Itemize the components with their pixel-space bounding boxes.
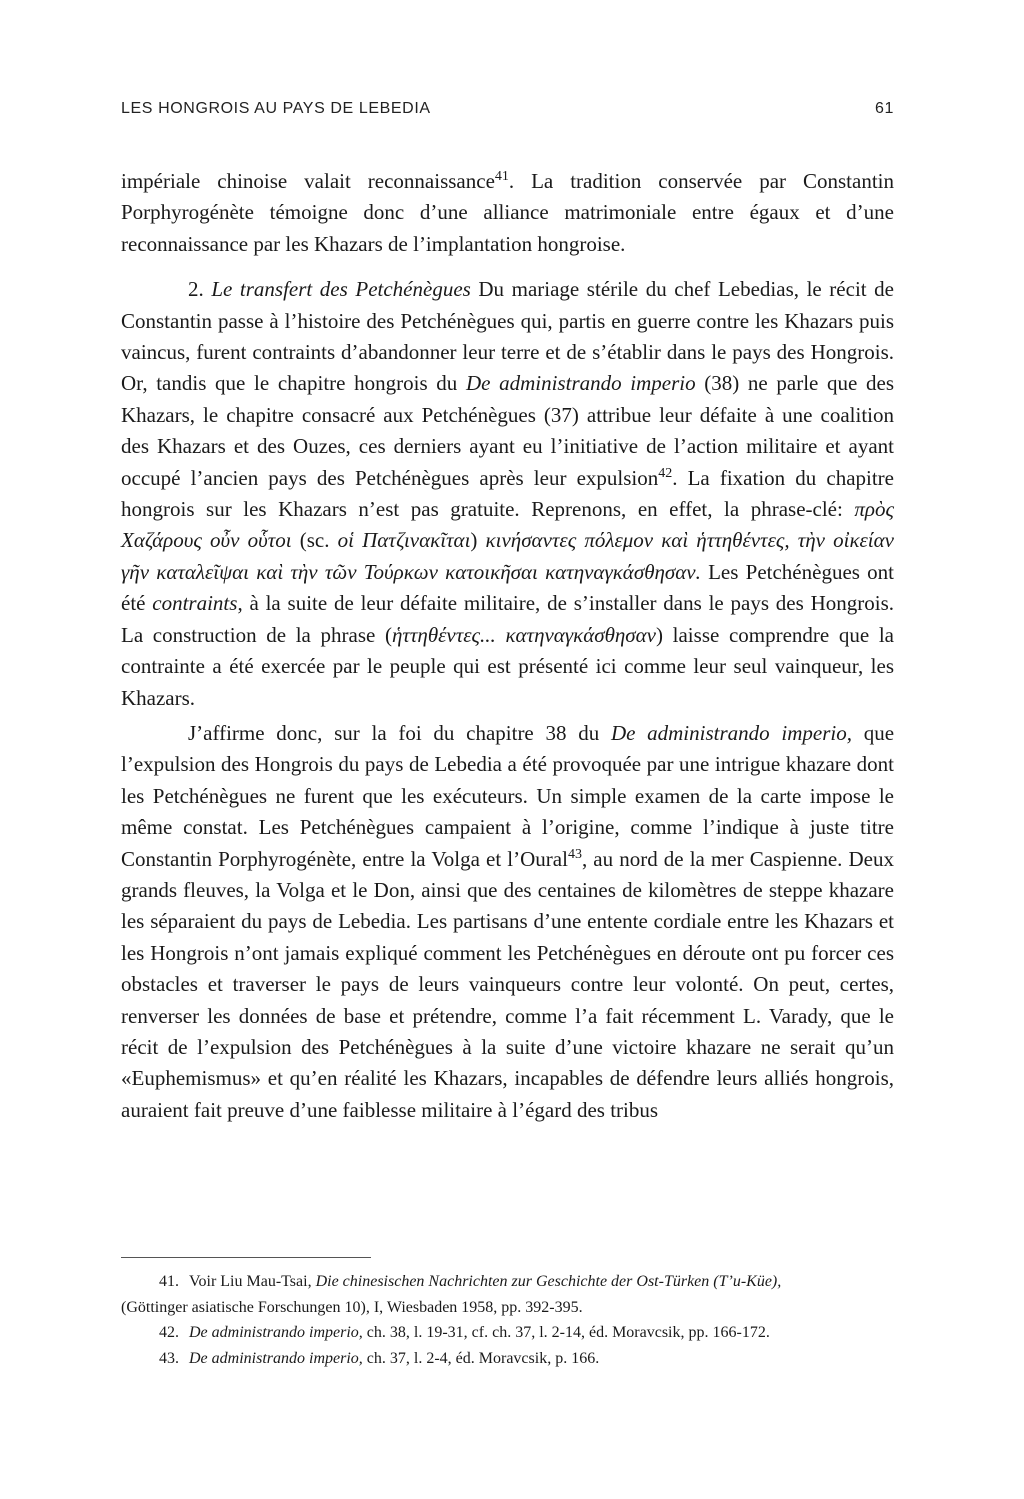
text-run: . La fixation du chapitre hongrois sur les Khazars n’est pas gratuite. Reprenons, en effet, la phrase-clé:: [121, 465, 895, 522]
footnote-number: 42.: [159, 1324, 179, 1341]
work-title: Die chinesischen Nachrichten zur Geschichte der Ost-Türken (T’u-Küe),: [315, 1273, 782, 1290]
paragraph-1: [121, 166, 894, 260]
page-number: 61: [875, 100, 894, 117]
text-run: J’affirme donc, sur la foi du chapitre 38 du: [188, 720, 611, 745]
footnote-42: [121, 1320, 894, 1346]
work-title: De administrando imperio: [465, 371, 696, 396]
footnote-41: [121, 1269, 894, 1320]
document-page: [121, 0, 894, 1499]
greek-quote: ἡττηθέντες... κατηναγκάσθησαν: [391, 622, 657, 647]
text-run: impériale chinoise valait reconnaissance: [121, 169, 495, 193]
footnote-number: 43.: [159, 1349, 179, 1367]
section-number: 2.: [188, 277, 212, 302]
footnote-separator: [121, 1257, 371, 1258]
section-heading: Le transfert des Petchénègues: [211, 277, 471, 302]
text-run: (Göttinger asiatische Forschungen 10), I, Wiesbaden 1958, pp. 392-395.: [121, 1298, 583, 1316]
text-run: (sc.: [291, 528, 338, 553]
text-run: ) laisse comprendre que la contrainte a été exercée par le peuple qui est présenté ici comme leur seul vainqueur, les Khazars.: [121, 622, 894, 710]
work-title: De administrando imperio,: [189, 1324, 363, 1341]
text-run: , au nord de la mer Caspienne. Deux grands fleuves, la Volga et le Don, ainsi que des centaines de kilomètres de steppe khazare les séparaient du pays de Lebedia. Les partisans d’une entente cordiale entre les Khazars et les Hongrois n’ont jamais expliqué comment les Petchénègues en déroute ont pu forcer ces obstacles et traverser le pays de leurs vainqueurs contre leur volonté. On peut, certes, renverser les données de base et prétendre, comme l’a fait récemment L. Varady, que le récit de l’expulsion des Petchénègues à la suite d’une victoire khazare ne serait qu’un «Euphemismus» et qu’en réalité les Khazars, incapables de défendre leurs alliés hongrois, auraient fait preuve d’une faiblesse militaire à l’égard des tribus: [121, 846, 894, 1122]
paragraph-2: [121, 274, 894, 714]
footnote-ref-43: 43: [567, 846, 582, 862]
text-run: que l’expulsion des Hongrois du pays de Lebedia a été provoquée par une intrigue khazare dont les Petchénègues ne furent que les exécuteurs. Un simple examen de la carte impose le même constat. Les Petchénègues campaient à l’origine, comme l’indique à juste titre Constantin Porphyrogénète, entre la Volga et l’Oural: [121, 720, 895, 871]
greek-quote: πρὸς Χαζάρους οὖν οὗτοι: [121, 497, 894, 553]
text-run: ch. 37, l. 2-4, éd. Moravcsik, p. 166.: [362, 1349, 600, 1367]
footnotes: [121, 1269, 894, 1371]
text-run: (38) ne parle que des Khazars, le chapitre consacré aux Petchénègues (37) attribue leur défaite à une coalition des Khazars et des Ouzes, ces derniers ayant eu l’initiative de l’action militaire et ayant occupé l’ancien pays des Petchénègues après leur expulsion: [121, 371, 894, 490]
footnote-43: [121, 1346, 894, 1372]
greek-quote: οἱ Πατζινακῖται: [337, 528, 471, 553]
text-run: Les Petchénègues ont été: [121, 559, 894, 616]
footnote-ref-42: 42: [658, 465, 673, 481]
running-head: [121, 100, 894, 124]
body-text: [121, 166, 894, 1126]
paragraph-3: [121, 718, 894, 1126]
text-run: . La tradition conservée par Constantin Porphyrogénète témoigne donc d’une alliance matrimoniale entre égaux et d’une reconnaissance par les Khazars de l’implantation hongroise.: [121, 169, 894, 256]
text-run: ): [470, 528, 486, 553]
text-run: ch. 38, l. 19-31, cf. ch. 37, l. 2-14, éd. Moravcsik, pp. 166-172.: [362, 1324, 770, 1341]
footnote-number: 41.: [159, 1273, 179, 1290]
text-run: Du mariage stérile du chef Lebedias, le récit de Constantin passe à l’histoire des Petchénègues qui, partis en guerre contre les Khazars puis vaincus, furent contraints d’abandonner leur terre et de s’établir dans le pays des Hongrois. Or, tandis que le chapitre hongrois du: [121, 277, 895, 396]
work-title: De administrando imperio,: [189, 1349, 363, 1367]
work-title: De administrando imperio,: [610, 720, 852, 745]
greek-quote: κινήσαντες πόλεμον καὶ ἡττηθέντες, τὴν οἰκείαν γῆν καταλεῖψαι καὶ τὴν τῶν Τούρκων κατοικῆσαι κατηναγκάσθησαν.: [121, 528, 894, 584]
text-run: , à la suite de leur défaite militaire, de s’installer dans le pays des Hongrois. La construction de la phrase (: [121, 591, 894, 647]
text-run: Voir Liu Mau-Tsai,: [189, 1273, 316, 1290]
footnote-ref-41: 41: [494, 169, 509, 184]
emphasis: contraints: [152, 591, 238, 616]
running-head-title: LES HONGROIS AU PAYS DE LEBEDIA: [121, 100, 431, 117]
